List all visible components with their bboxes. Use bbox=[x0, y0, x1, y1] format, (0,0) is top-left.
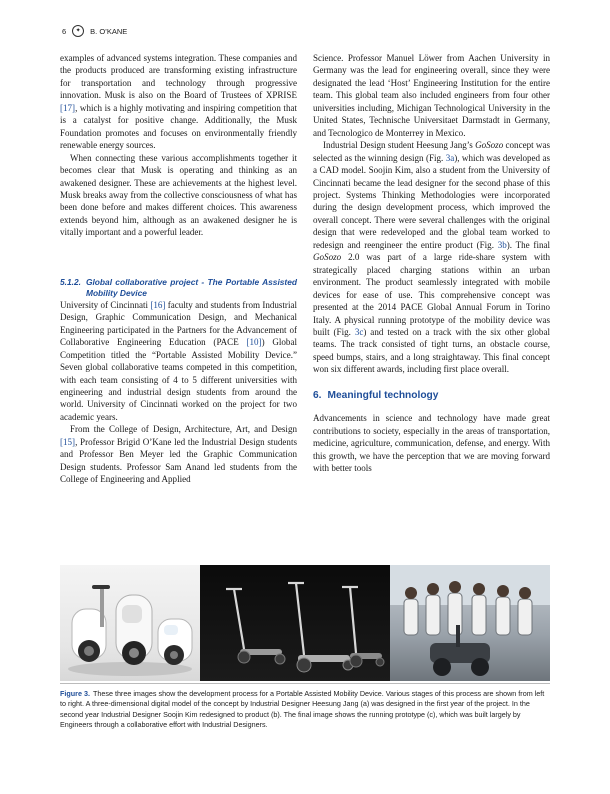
figure-ref-link[interactable]: 3a bbox=[445, 152, 455, 163]
figure-caption bbox=[60, 689, 550, 730]
subsection-title: Global collaborative project - The Portable Assisted Mobility Device bbox=[85, 276, 297, 298]
text-run: From the College of Design, Architecture, Art, and Design bbox=[70, 424, 297, 435]
text-run: , which is a highly motivating and inspiring competition that is a catalyst for positive change. Additionally, the Musk Foundation promotes and focuses on environmentally friendly renewable energy sources. bbox=[60, 102, 297, 151]
citation-link[interactable]: [15] bbox=[60, 436, 76, 447]
left-paragraph-1 bbox=[60, 52, 297, 152]
right-paragraph-2 bbox=[313, 139, 550, 376]
subsection-number: 5.1.2. bbox=[60, 276, 81, 287]
left-paragraph-4 bbox=[60, 423, 297, 485]
scooter-redesign-icon bbox=[200, 565, 390, 681]
figure-caption-text: These three images show the development process for a Portable Assisted Mobility Device. Various stages of this process are shown from left to right. A three-dimensional digital model of the concept by Industrial Designer Heesung Jang (a) was designed in the first year of the project. In the second year Industrial Designer Soojin Kim redesigned to product (b). The final image shows the running prototype (c), which was built largely by Engineers through a collaborative effort with Industrial Designers. bbox=[60, 689, 545, 729]
section-heading bbox=[313, 390, 550, 402]
figure-panel-c-prototype-photo bbox=[390, 565, 550, 681]
left-paragraph-2: When connecting these various accomplishments together it becomes clear that Musk is operating and thinking as an awakened designer. These are achievements at the highest level. Musk breaks away from the collective consciousness of what has been done before and makes different choices. This awareness extends beyond him, although as an awakened designer he is vitally important and a powerful leader. bbox=[60, 152, 297, 238]
figure-ref-link[interactable]: 3c bbox=[354, 326, 364, 337]
team-prototype-photo-icon bbox=[390, 565, 550, 681]
text-run: ) Global Competition titled the “Portable Assisted Mobility Device.” Seven global collaborative teams competed in this competition, with each team consisting of 4 to 5 different universities with engineering and industrial design students from around the world. University of Cincinnati worked on the project for two academic years. bbox=[60, 337, 297, 422]
figure-panel-a-cad-model bbox=[60, 565, 200, 681]
text-run: concept was selected as the winning design (Fig. bbox=[313, 140, 550, 163]
section-title: Meaningful technology bbox=[327, 389, 439, 401]
section-number: 6. bbox=[313, 389, 322, 401]
text-run: 2.0 was part of a large ride-share system with strategically placed charging stations within an urban environment. The product seamlessly integrated with mobile devices for ease of use. This comprehensive concept was presented at the 2014 PACE Global Annual Forum in Torino Italy. A physical running prototype of the mobility device was built (Fig. bbox=[313, 252, 550, 337]
citation-link[interactable]: [17] bbox=[60, 102, 76, 113]
publisher-logo-icon: ✦ bbox=[72, 25, 84, 37]
text-run: ) and tested on a track with the six other global teams. The track consisted of tight turns, an obstacle course, speed bumps, stairs, and a long straightaway. This final concept won six different awards, including first place overall. bbox=[313, 326, 550, 375]
figure-ref-link[interactable]: 3b bbox=[497, 239, 507, 250]
text-run: Industrial Design student Heesung Jang’s bbox=[323, 140, 476, 151]
caption-divider bbox=[60, 683, 550, 684]
figure-label: Figure 3. bbox=[60, 689, 90, 698]
text-run: ), which was developed as a CAD model. Soojin Kim, also a student from the University of Cincinnati became the lead designer for the second phase of this project. Systems Thinking Methodologies were incorporated during the design development process, which improved the overall concept. There were several challenges with the original design that were redeveloped and the global team worked to redesign and reengineer the entire product (Fig. bbox=[313, 152, 550, 250]
citation-link[interactable]: [10] bbox=[246, 337, 262, 348]
text-run: ). The final bbox=[506, 239, 551, 250]
figure-3-images bbox=[60, 565, 550, 681]
right-column bbox=[313, 52, 550, 475]
text-run: faculty and students from Industrial Design, Graphic Communication Design, and Mechanical Engineering participated in the Partners for the Advancement of Collaborative Engineering Education (PACE bbox=[60, 299, 297, 348]
running-head bbox=[62, 25, 127, 37]
citation-link[interactable]: [16] bbox=[150, 299, 166, 310]
italic-term: GoSozo bbox=[313, 252, 342, 263]
left-paragraph-3 bbox=[60, 299, 297, 424]
page-number: 6 bbox=[62, 26, 67, 36]
mobility-device-render-icon bbox=[60, 565, 200, 681]
subsection-heading bbox=[60, 277, 297, 299]
right-paragraph-3: Advancements in science and technology have made great contributions to society, especially in the areas of transportation, medicine, agriculture, communication, defense, and energy. With this growth, we have the perception that we are moving forward with better tools bbox=[313, 413, 550, 474]
left-column bbox=[60, 52, 297, 486]
text-run: examples of advanced systems integration. These companies and the products produced are transforming existing infrastructure for transportation and technology through progressive innovation. Musk is also on the Board of Trustees of XPRISE bbox=[60, 53, 297, 101]
text-run: University of Cincinnati bbox=[60, 299, 151, 310]
figure-panel-b-redesign bbox=[200, 565, 390, 681]
italic-term: GoSozo bbox=[475, 140, 504, 151]
running-author: B. O’KANE bbox=[90, 26, 128, 36]
right-paragraph-1: Science. Professor Manuel Löwer from Aachen University in Germany was the lead for engineering overall, since they were designated the lead ‘Host’ Engineering Institution for the entire team. This global team also included engineers from four other universities including, Michigan Technological University in the United States, Technische Universitaet Darmstadt in Germany, and Tecnologico de Monterrey in Mexico. bbox=[313, 53, 550, 138]
text-run: , Professor Brigid O’Kane led the Industrial Design students and Professor Ben Meyer led the Graphic Communication Design students. Professor Sam Anand led students from the College of Engineering and Applied bbox=[60, 436, 297, 485]
